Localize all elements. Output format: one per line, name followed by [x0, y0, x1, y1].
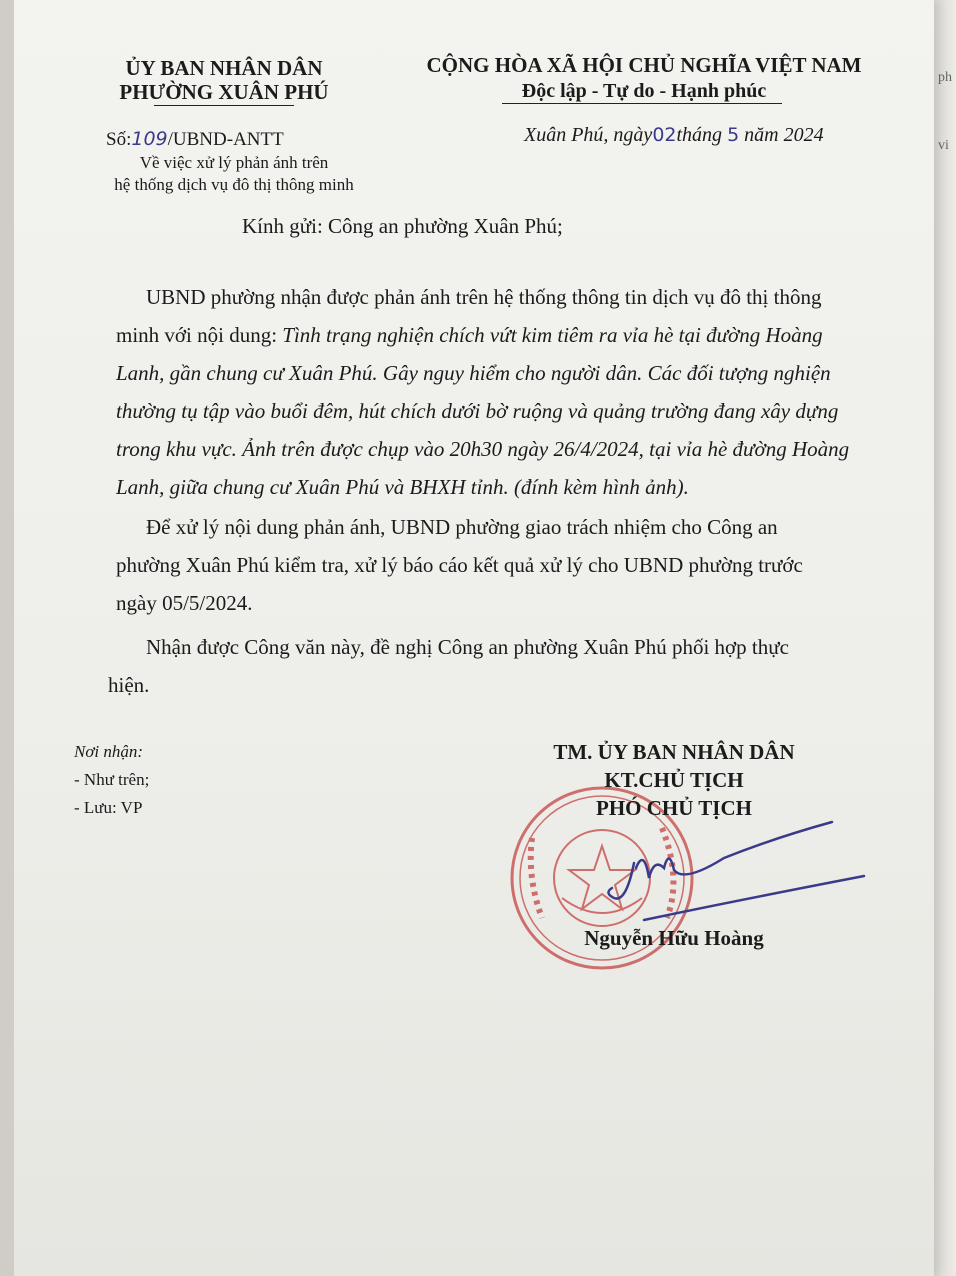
p1-line-2-italic: Tình trạng nghiện chích vứt kim tiêm ra vỉa hè tại đường Hoàng	[282, 323, 823, 347]
subject-line-2: hệ thống dịch vụ đô thị thông minh	[114, 175, 354, 194]
p1-line-3: Lanh, gần chung cư Xuân Phú. Gây nguy hiểm cho người dân. Các đối tượng nghiện	[116, 361, 831, 385]
header-left-underline	[154, 105, 294, 106]
p1-line-4: thường tụ tập vào buổi đêm, hút chích dưới bờ ruộng và quảng trường đang xây dựng	[116, 399, 839, 423]
doc-number-prefix: Số:	[106, 129, 132, 150]
p1-line-5: trong khu vực. Ảnh trên được chụp vào 20h30 ngày 26/4/2024, tại vỉa hè đường Hoàng	[116, 437, 850, 461]
edge-text-b: vi	[938, 138, 949, 153]
signature-icon	[574, 808, 894, 938]
p3-line-1: Nhận được Công văn này, đề nghị Công an phường Xuân Phú phối hợp thực	[146, 635, 789, 659]
subject	[94, 152, 374, 196]
p3-line-2: hiện.	[108, 673, 150, 697]
recipients-title: Nơi nhận:	[74, 742, 144, 761]
document-page	[14, 0, 934, 1276]
date-month-handwritten: 5	[727, 124, 740, 146]
addressee: Kính gửi: Công an phường Xuân Phú;	[242, 214, 563, 238]
signature-title-1: TM. ỦY BAN NHÂN DÂN	[553, 740, 795, 764]
p1-line-2-plain: minh với nội dung:	[116, 323, 283, 347]
p1-line-2	[116, 316, 896, 354]
ward-name: PHƯỜNG XUÂN PHÚ	[119, 80, 329, 104]
paragraph-3	[108, 628, 898, 704]
signature-title-2: KT.CHỦ TỊCH	[604, 768, 744, 792]
p2-line-2: phường Xuân Phú kiểm tra, xử lý báo cáo kết quả xử lý cho UBND phường trước	[116, 553, 803, 577]
paragraph-2	[116, 508, 896, 622]
doc-number	[106, 128, 284, 151]
p1-line-1: UBND phường nhận được phản ánh trên hệ thống thông tin dịch vụ đô thị thông	[146, 285, 822, 309]
national-title: CỘNG HÒA XÃ HỘI CHỦ NGHĨA VIỆT NAM	[426, 53, 862, 77]
date-line	[524, 124, 824, 147]
doc-number-handwritten: 109	[131, 128, 168, 150]
adjacent-page-edge	[934, 0, 956, 1276]
signature-title-3: PHÓ CHỦ TỊCH	[596, 796, 752, 820]
header-right	[394, 52, 894, 104]
p1-line-6: Lanh, giữa chung cư Xuân Phú và BHXH tỉnh. (đính kèm hình ảnh).	[116, 475, 689, 499]
national-motto: Độc lập - Tự do - Hạnh phúc	[521, 80, 767, 102]
recipient-2: - Lưu: VP	[74, 798, 143, 817]
recipients	[74, 738, 149, 822]
date-year: năm 2024	[744, 124, 824, 146]
paragraph-1	[116, 278, 896, 506]
signer-name: Nguyễn Hữu Hoàng	[584, 926, 764, 950]
date-month-word: tháng	[676, 124, 723, 146]
header-left	[94, 56, 354, 104]
p2-line-1: Để xử lý nội dung phản ánh, UBND phường giao trách nhiệm cho Công an	[146, 515, 778, 539]
date-day-handwritten: 02	[652, 124, 677, 146]
edge-text-a: ph	[938, 70, 952, 85]
agency-name: ỦY BAN NHÂN DÂN	[125, 56, 323, 80]
motto-underline	[502, 103, 782, 104]
p2-line-3: ngày 05/5/2024.	[116, 591, 253, 615]
doc-number-suffix: /UBND-ANTT	[167, 129, 284, 150]
recipient-1: - Như trên;	[74, 770, 150, 789]
date-place: Xuân Phú, ngày	[524, 124, 653, 146]
subject-line-1: Về việc xử lý phản ánh trên	[139, 153, 329, 172]
